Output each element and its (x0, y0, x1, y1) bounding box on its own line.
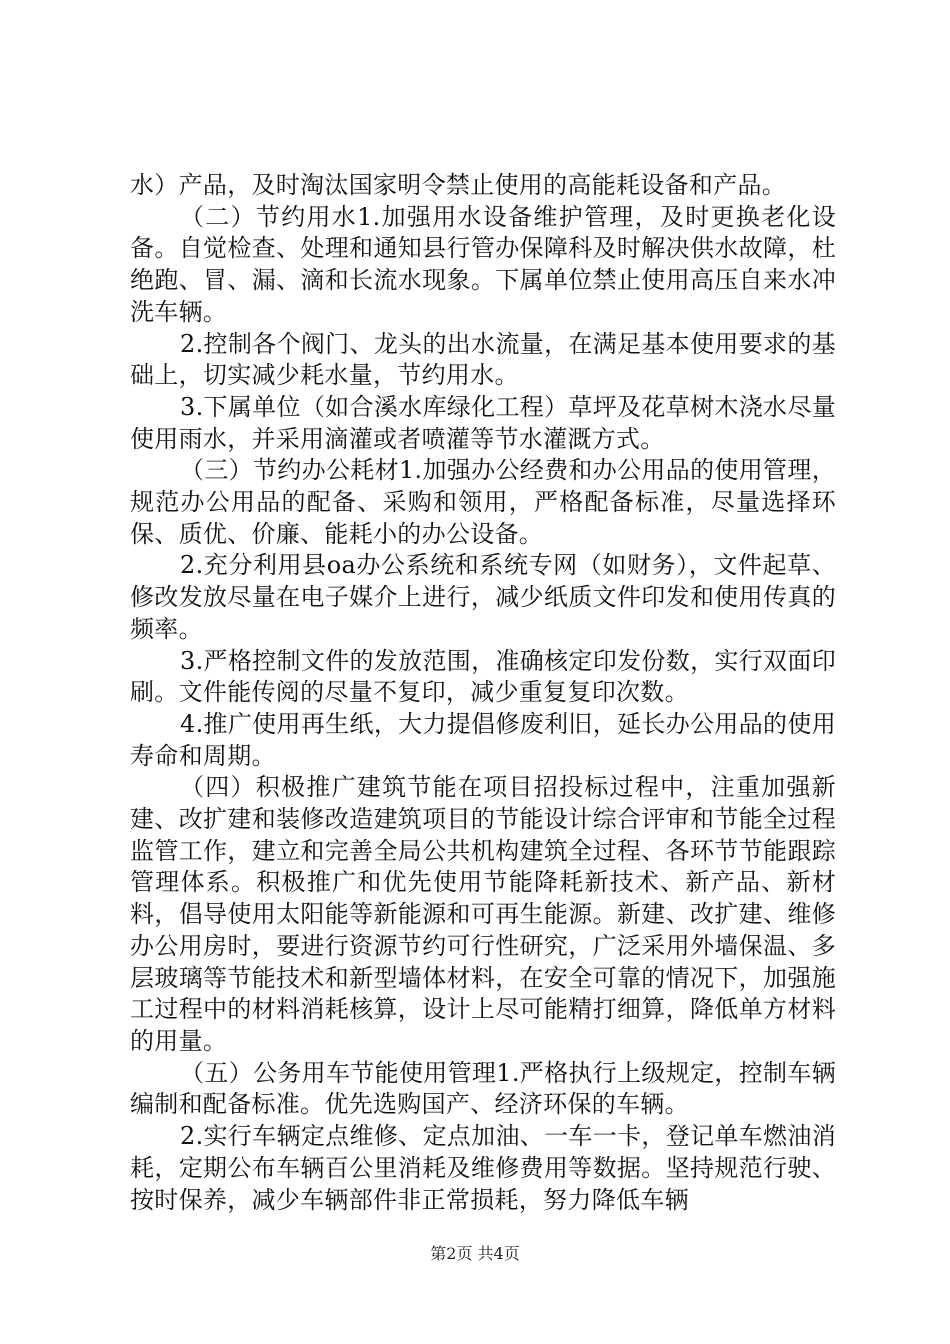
paragraph-office-supplies: （三）节约办公耗材1.加强办公经费和办公用品的使用管理，规范办公用品的配备、采购和领用，严格配备标准，尽量选择环保、质优、价廉、能耗小的办公设备。 (130, 456, 836, 548)
paragraph-office-4: 4.推广使用再生纸，大力提倡修废利旧，延长办公用品的使用寿命和周期。 (130, 709, 836, 770)
paragraph-continuation: 水）产品，及时淘汰国家明令禁止使用的高能耗设备和产品。 (130, 171, 787, 199)
paragraph-office-3: 3.严格控制文件的发放范围，准确核定印发份数，实行双面印刷。文件能传阅的尽量不复印，减少重复复印次数。 (130, 646, 836, 707)
paragraph-building-energy: （四）积极推广建筑节能在项目招投标过程中，注重加强新建、改扩建和装修改造建筑项目的节能设计综合评审和节能全过程监管工作，建立和完善全局公共机构建筑全过程、各环节节能跟踪管理体系。积极推广和优先使用节能降耗新技术、新产品、新材料，倡导使用太阳能等新能源和可再生能源。新建、改扩建、维修办公用房时，要进行资源节约可行性研究，广泛采用外墙保温、多层玻璃等节能技术和新型墙体材料，在安全可靠的情况下，加强施工过程中的材料消耗核算，设计上尽可能精打细算，降低单方材料的用量。 (130, 773, 836, 1055)
paragraph-water-2: 2.控制各个阀门、龙头的出水流量，在满足基本使用要求的基础上，切实减少耗水量，节约用水。 (130, 329, 836, 390)
paragraph-vehicle-2: 2.实行车辆定点维修、定点加油、一车一卡，登记单车燃油消耗，定期公布车辆百公里消耗及维修费用等数据。坚持规范行驶、按时保养，减少车辆部件非正常损耗，努力降低车辆 (130, 1122, 836, 1214)
page-footer: 第2页 共4页 (430, 1244, 520, 1263)
paragraph-water-saving: （二）节约用水1.加强用水设备维护管理，及时更换老化设备。自觉检查、处理和通知县行管办保障科及时解决供水故障，杜绝跑、冒、漏、滴和长流水现象。下属单位禁止使用高压自来水冲洗车辆。 (130, 202, 836, 326)
document-body (130, 170, 836, 1216)
paragraph-office-2: 2.充分利用县oa办公系统和系统专网（如财务），文件起草、修改发放尽量在电子媒介上进行，减少纸质文件印发和使用传真的频率。 (130, 551, 836, 643)
paragraph-water-3: 3.下属单位（如合溪水库绿化工程）草坪及花草树木浇水尽量使用雨水，并采用滴灌或者喷灌等节水灌溉方式。 (130, 392, 836, 453)
paragraph-vehicle-management: （五）公务用车节能使用管理1.严格执行上级规定，控制车辆编制和配备标准。优先选购国产、经济环保的车辆。 (130, 1058, 836, 1119)
